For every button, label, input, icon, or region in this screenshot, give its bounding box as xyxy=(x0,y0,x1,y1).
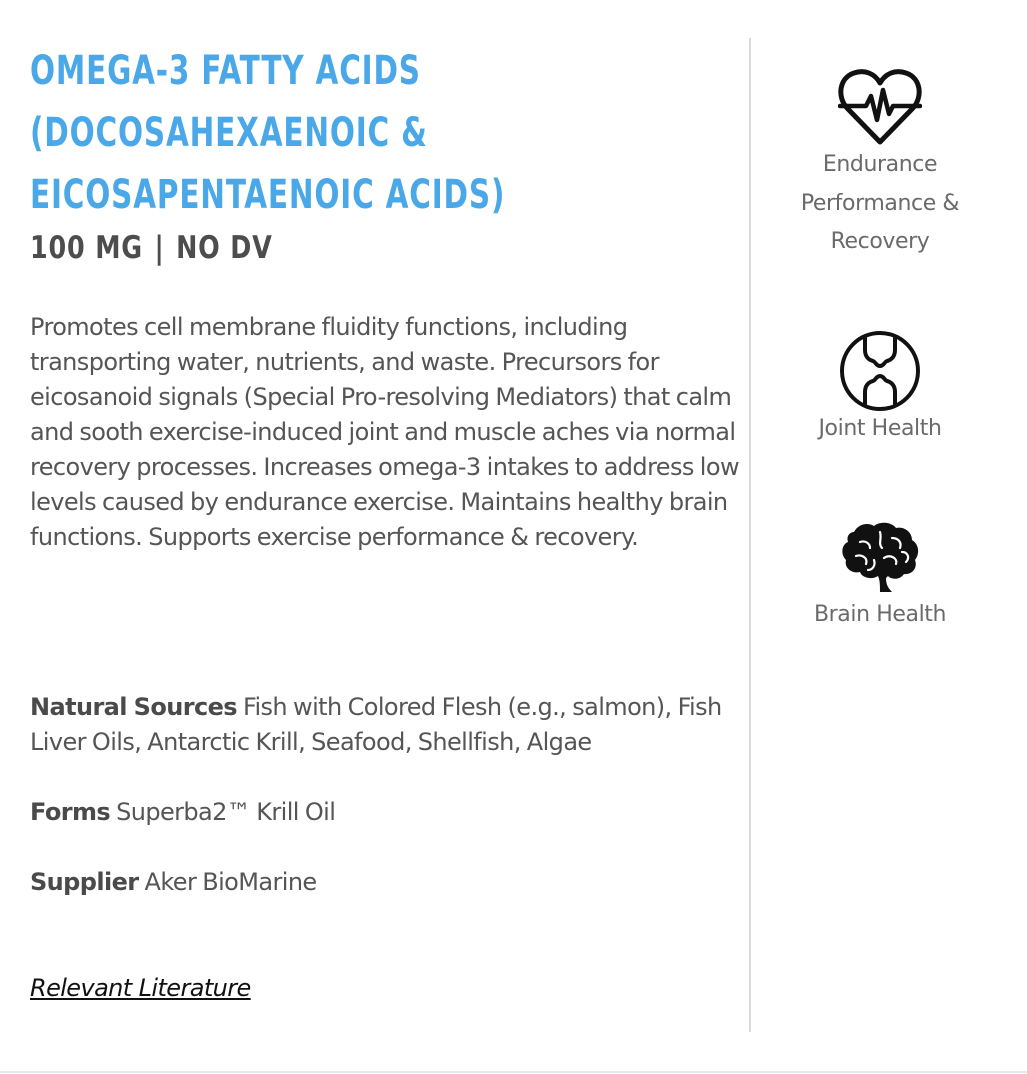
title-line-3: EICOSAPENTAENOIC ACIDS) xyxy=(30,172,506,218)
natural-sources-label: Natural Sources xyxy=(30,693,237,721)
column-divider xyxy=(749,38,751,1032)
relevant-literature-link[interactable]: Relevant Literature xyxy=(30,974,251,1002)
dose-line xyxy=(30,228,604,268)
benefit-label-line-1: Endurance xyxy=(822,152,938,177)
ingredient-facts xyxy=(30,690,750,935)
benefit-endurance xyxy=(770,68,990,262)
supplier xyxy=(30,865,750,900)
daily-value: NO DV xyxy=(176,230,273,266)
benefit-label-line-1: Brain Health xyxy=(813,602,947,627)
dose-amount: 100 MG xyxy=(30,230,143,266)
ingredient-info xyxy=(30,40,739,579)
ingredient-description: Promotes cell membrane fluidity functions, including transporting water, nutrients, and waste. Precursors for eicosanoid signals (Special Pro-resolving Mediators) that calm and sooth exercise-induced joint and muscle aches via normal recovery processes. Increases omega-3 intakes to address low levels caused by endurance exercise. Maintains healthy brain functions. Supports exercise performance & recovery. xyxy=(30,313,739,551)
title-line-2: (DOCOSAHEXAENOIC & xyxy=(30,110,428,156)
forms-value: Superba2™ Krill Oil xyxy=(116,798,336,826)
heart-pulse-icon xyxy=(838,68,922,146)
benefit-joint xyxy=(770,330,990,449)
benefit-label-line-1: Joint Health xyxy=(818,416,942,441)
forms xyxy=(30,795,750,830)
joint-icon xyxy=(839,330,921,412)
natural-sources xyxy=(30,690,750,760)
benefit-brain xyxy=(770,520,990,635)
benefit-label-line-2: Performance & xyxy=(800,190,960,216)
ingredient-title xyxy=(30,40,735,226)
title-line-1: OMEGA-3 FATTY ACIDS xyxy=(30,48,421,94)
brain-icon xyxy=(840,520,920,594)
supplier-label: Supplier xyxy=(30,868,139,896)
supplier-value: Aker BioMarine xyxy=(144,868,317,896)
forms-label: Forms xyxy=(30,798,111,826)
benefit-label-line-3: Recovery xyxy=(830,229,930,254)
bottom-border xyxy=(0,1071,1027,1073)
natural-sources-value: Fish with Colored Flesh (e.g., salmon), Fish Liver Oils, Antarctic Krill, Seafood, Shellfish, Algae xyxy=(30,693,722,756)
dose-separator: | xyxy=(154,230,165,266)
